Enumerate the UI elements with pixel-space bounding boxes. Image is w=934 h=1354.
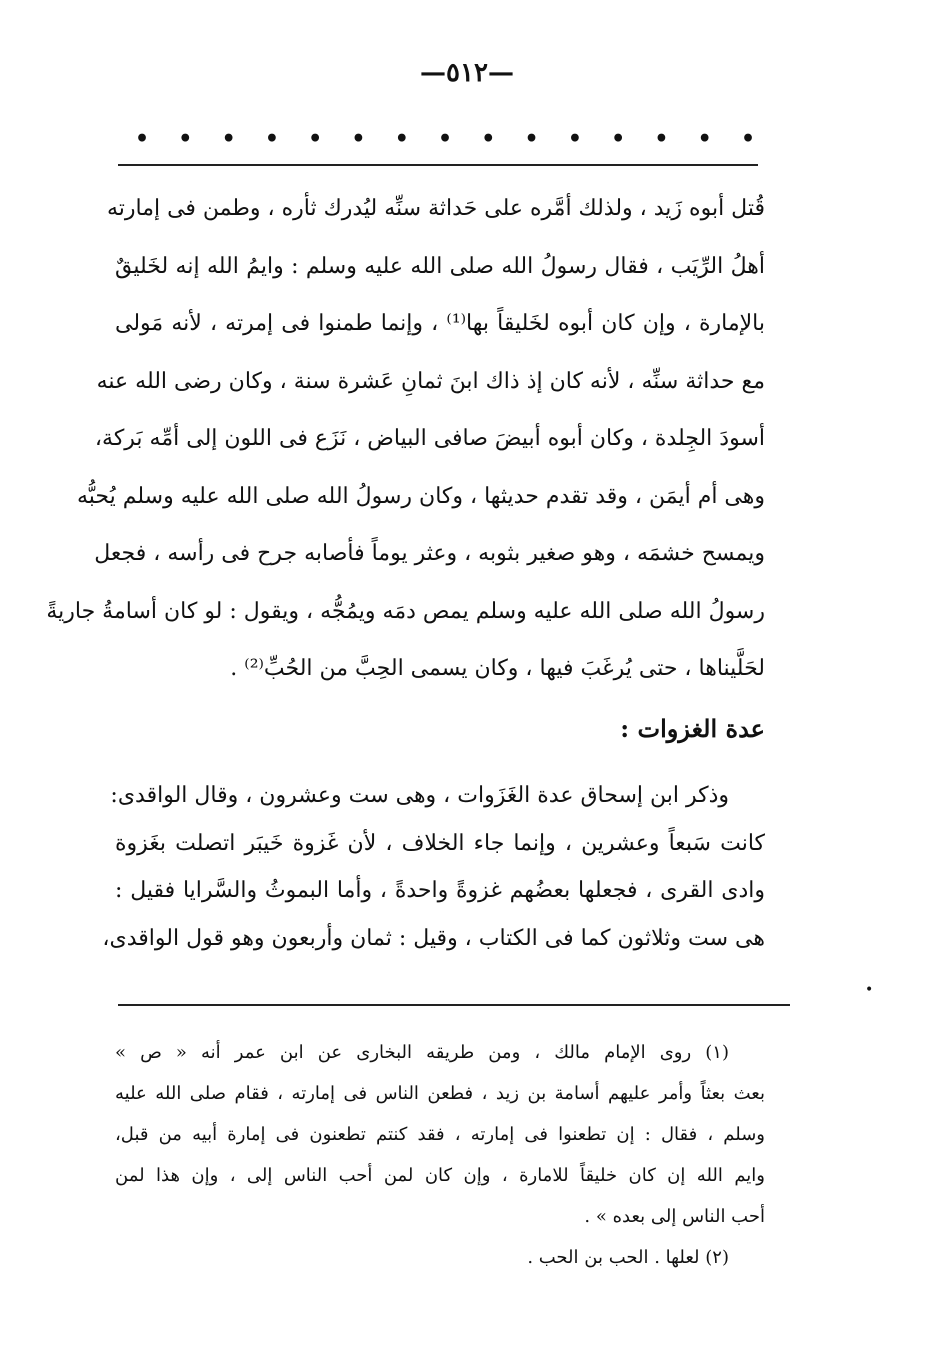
text-line: وذكر ابن إسحاق عدة الغَزَوات ، وهى ست وعشرون ، وقال الواقدى: [110,783,729,808]
separator-dot: • [481,126,496,152]
footnote-line: وايم الله إن كان خليقاً للامارة ، وإن كان لمن أحب الناس إلى ، وإن هذا لمن [115,1165,765,1186]
separator-dot: • [351,126,366,152]
separator-dot: • [221,126,236,152]
text-line: بالإمارة ، وإن كان أبوه لخَليقاً بها⁽¹⁾ ، وإنما طمنوا فى إمرته ، لأنه مَولى [115,311,765,336]
text-line: أسودَ الجِلدة ، وكان أبوه أبيضَ صافى البياض ، نَزَع فى اللون إلى أمِّه بَركة، [94,426,765,451]
separator-dot: • [567,126,582,152]
separator-dot: • [524,126,539,152]
text-line: لحَلَّيناها ، حتى يُرغَبَ فيها ، وكان يسمى الحِبَّ من الحُبِّ⁽²⁾ . [230,656,765,681]
margin-mark: • [865,982,874,998]
text-line: هى ست وثلاثون كما فى الكتاب ، وقيل : ثمان وأربعون وهو قول الواقدى، [102,925,765,951]
text-line: كانت سَبعاً وعشرين ، وإنما جاء الخلاف ، لأن غَزوة خَيبَر اتصلت بغَزوة [115,830,765,856]
footnote-divider [118,1004,790,1006]
text-line: ويمسح خشمَه ، وهو صغير بثوبه ، وعثر يوماً فأصابه جرح فى رأسه ، فجعل [94,541,765,566]
separator-dot: • [135,126,150,152]
text-line: رسولُ الله صلى الله عليه وسلم يمص دمَه ويمُجُّه ، ويقول : لو كان أسامةُ جاريةً [46,598,765,624]
text-line: وادى القرى ، فجعلها بعضُهم غزوةً واحدةً ، وأما البموثُ والسَّرايا فقيل : [115,878,765,903]
footnote-line: وسلم ، فقال : إن تطعنوا فى إمارته ، فقد كنتم تطعنون فى إمارة أبيه من قبل، [115,1124,765,1145]
top-divider [118,164,758,166]
separator-dot: • [308,126,323,152]
footnote-line: (١) روى الإمام مالك ، ومن طريقه البخارى عن ابن عمر أنه « ص » [115,1042,729,1063]
footnote-line: بعث بعثاً وأمر عليهم أسامة بن زيد ، فطعن الناس فى إمارته ، فقام صلى الله عليه [115,1083,765,1104]
separator-dot: • [437,126,453,152]
text-line: قُتل أبوه زَيد ، ولذلك أمَّره على حَداثة سنِّه ليُدرك ثأره ، وطمن فى إمارته [106,196,765,221]
page-number: —٥١٢— [420,58,514,88]
separator-dot: • [740,126,755,152]
text-line: أهلُ الرِّيَب ، فقال رسولُ الله صلى الله عليه وسلم : وايمُ الله إنه لخَليقٌ [115,253,765,279]
main-paragraph [46,180,765,698]
footnote-line: (٢) لعلها . الحب بن الحب . [527,1247,729,1268]
separator-dot: • [654,126,669,152]
separator-dot: • [394,126,409,152]
text-line: مع حداثة سنِّه ، لأنه كان إذ ذاك ابنَ ثمانِ عَشرة سنة ، وكان رضى الله عنه [96,368,765,394]
text-line: وهى أم أيمَن ، وقد تقدم حديثها ، وكان رسولُ الله صلى الله عليه وسلم يُحبُّه [77,483,765,509]
second-paragraph [102,772,765,962]
separator-dot: • [611,126,626,152]
section-heading: عدة الغزوات : [620,714,765,743]
separator-dot: • [264,126,279,152]
separator-dot: • [178,126,193,152]
footnotes [115,1032,765,1278]
separator-dot: • [697,126,712,152]
footnote-line: أحب الناس إلى بعده » . [584,1206,765,1227]
separator-dots [135,126,755,152]
